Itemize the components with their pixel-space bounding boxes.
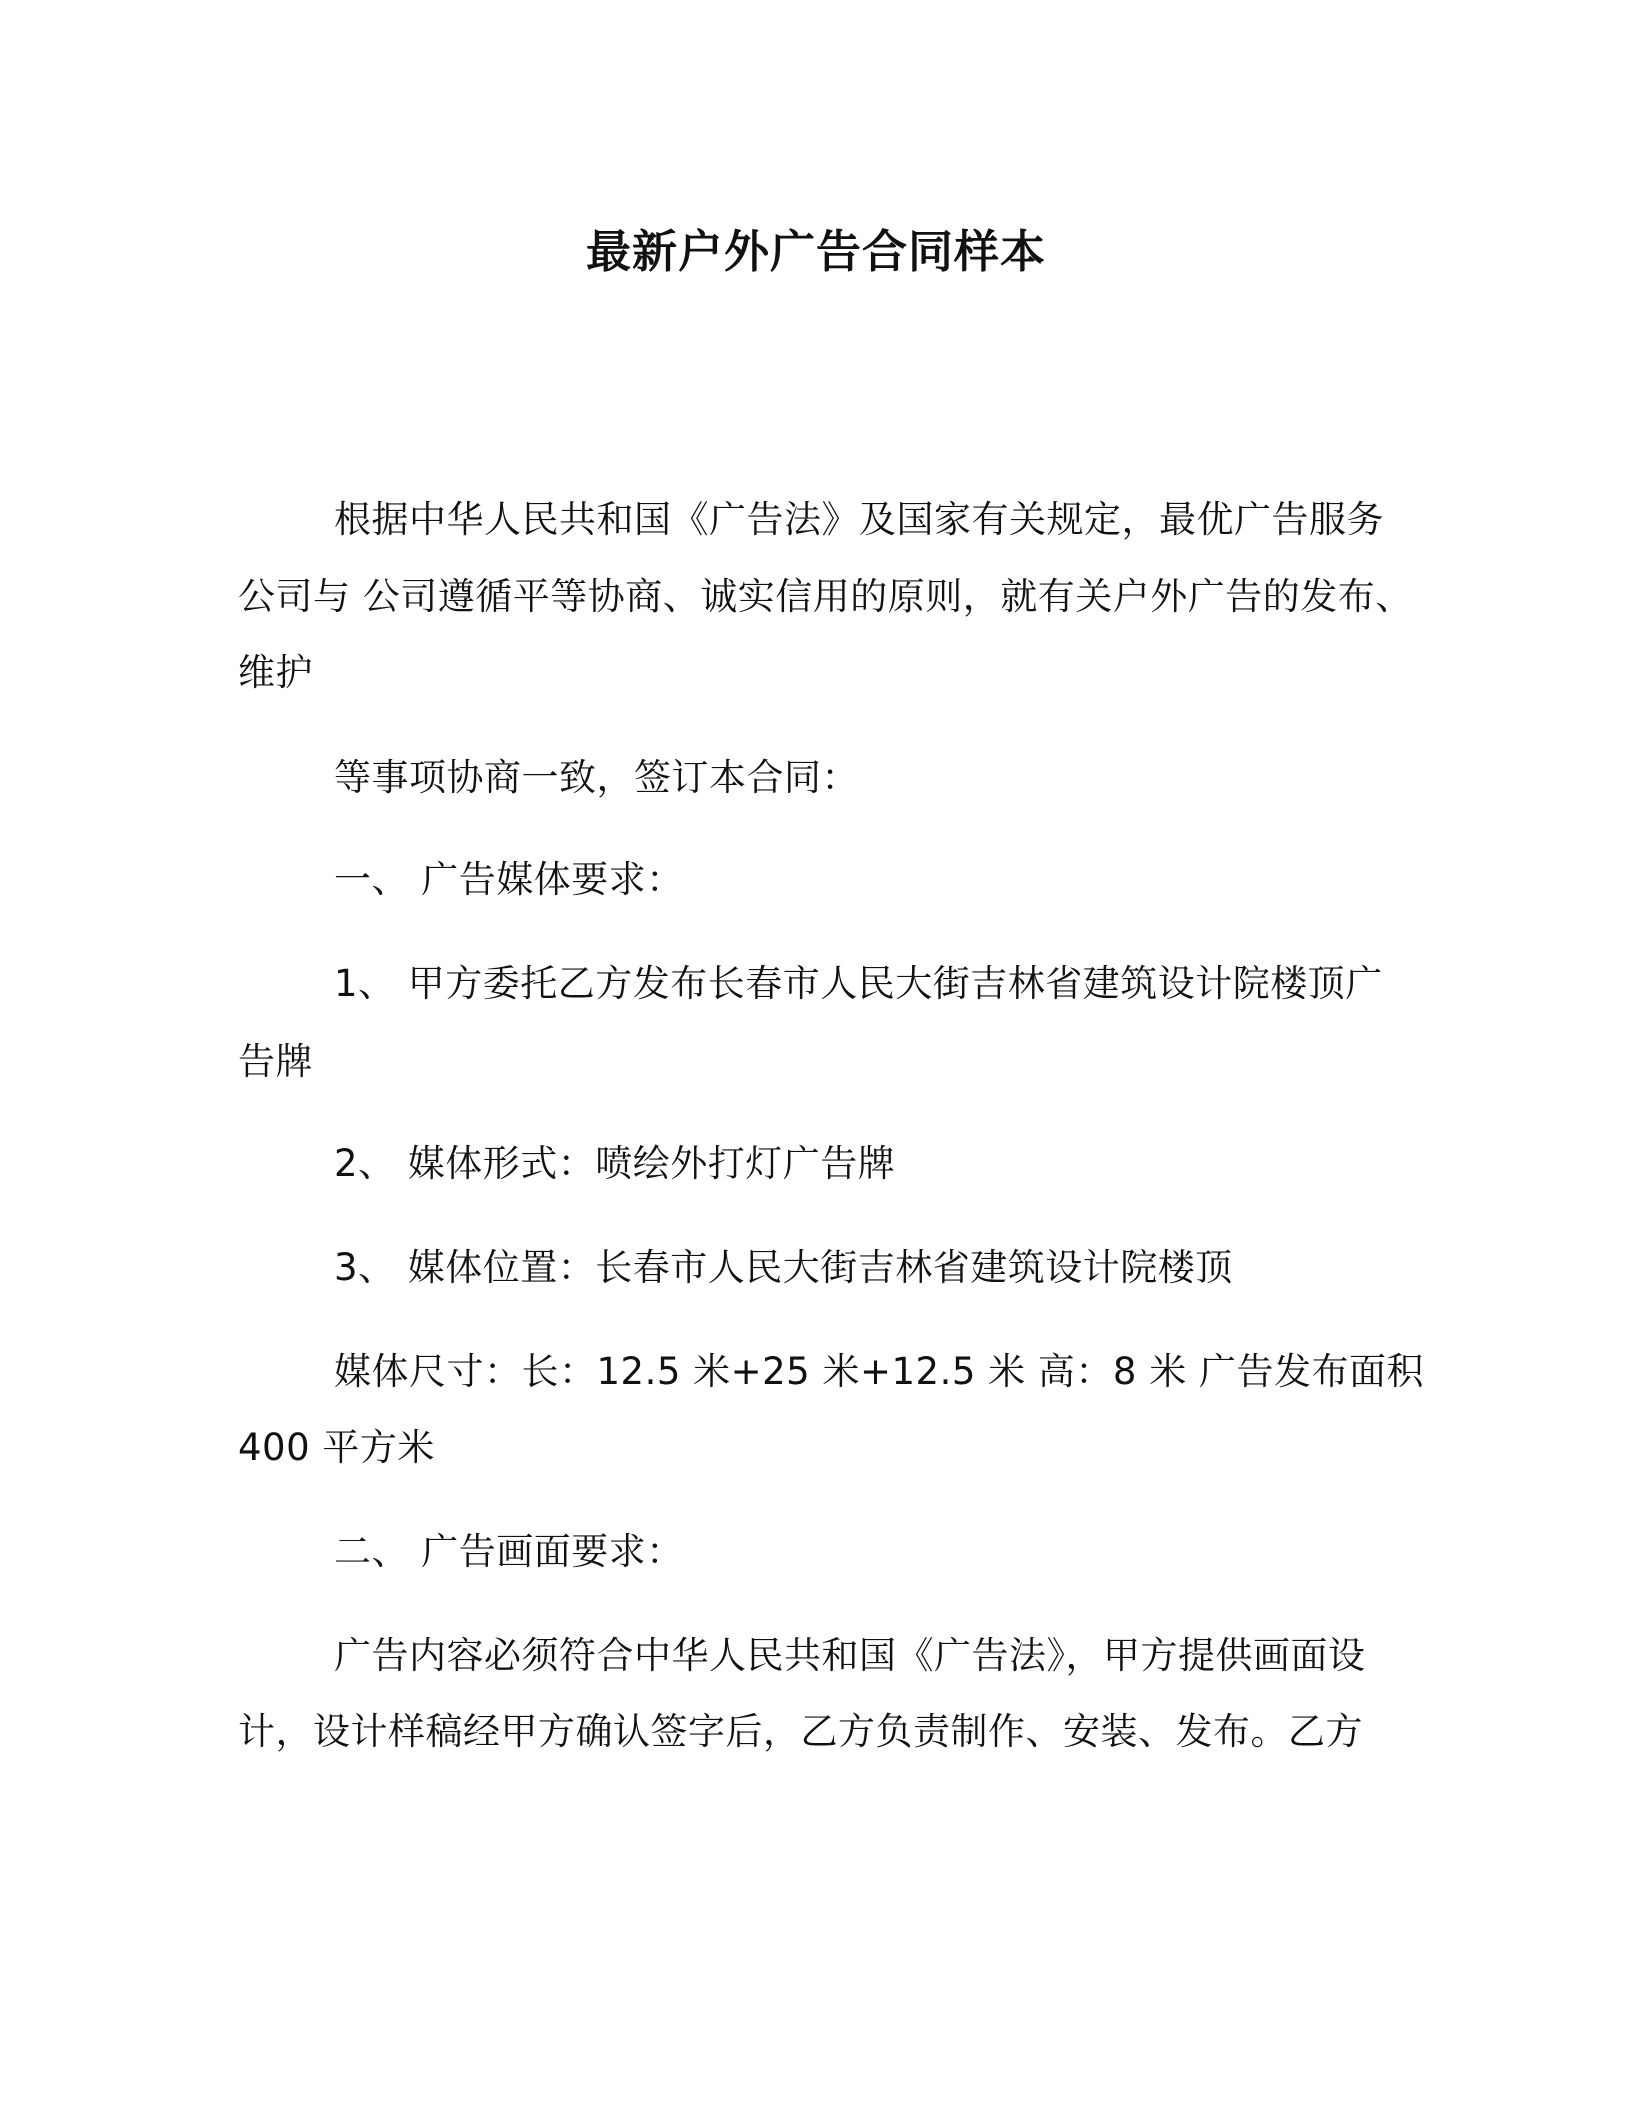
paragraph-line: 400 平方米 [238, 1426, 435, 1469]
paragraph-line: 等事项协商一致，签订本合同： [334, 756, 859, 799]
section-heading: 一、 广告媒体要求： [334, 858, 684, 901]
section-heading: 二、 广告画面要求： [334, 1530, 684, 1573]
paragraph-line: 根据中华人民共和国《广告法》及国家有关规定，最优广告服务 [334, 498, 1384, 541]
list-item-continuation: 告牌 [238, 1040, 313, 1083]
paragraph-line: 维护 [238, 651, 313, 694]
list-item: 3、 媒体位置：长春市人民大街吉林省建筑设计院楼顶 [334, 1246, 1233, 1289]
paragraph-line: 计，设计样稿经甲方确认签字后，乙方负责制作、安装、发布。乙方 [238, 1710, 1363, 1753]
list-item: 2、 媒体形式：喷绘外打灯广告牌 [334, 1142, 896, 1185]
paragraph-line: 广告内容必须符合中华人民共和国《广告法》，甲方提供画面设 [334, 1634, 1366, 1677]
paragraph-line: 媒体尺寸：长：12.5 米+25 米+12.5 米 高：8 米 广告发布面积 [334, 1350, 1424, 1393]
paragraph-line: 公司与 公司遵循平等协商、诚实信用的原则，就有关户外广告的发布、 [238, 575, 1413, 618]
document-title: 最新户外广告合同样本 [585, 225, 1046, 278]
list-item: 1、 甲方委托乙方发布长春市人民大街吉林省建筑设计院楼顶广 [334, 962, 1383, 1005]
